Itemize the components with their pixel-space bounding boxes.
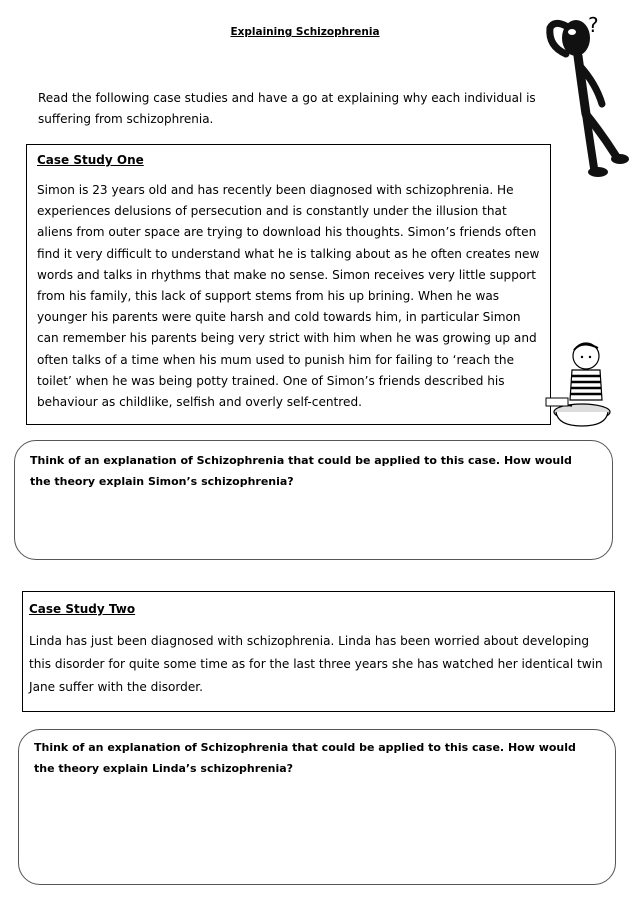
case-study-one-box [26, 144, 551, 425]
question-one-answer-box[interactable] [14, 440, 613, 560]
page-title: Explaining Schizophrenia [230, 26, 380, 38]
question-mark: ? [588, 13, 599, 37]
intro-text: Read the following case studies and have a go at explaining why each individual is suffering from schizophrenia. [38, 91, 536, 126]
case-study-two-text: Linda has just been diagnosed with schizophrenia. Linda has been worried about developing this disorder for quite some time as for the last three years she has watched her identical twin Jane suffer with the disorder. [29, 634, 603, 694]
child-on-potty-illustration [542, 340, 622, 430]
case-study-two-box [22, 591, 615, 712]
question-two-answer-box[interactable] [18, 729, 616, 885]
question-two-text: Think of an explanation of Schizophrenia that could be applied to this case. How would the theory explain Linda’s schizophrenia? [34, 741, 576, 775]
case-study-two-heading: Case Study Two [29, 602, 136, 616]
case-study-one-heading: Case Study One [37, 153, 144, 167]
thinking-figure-illustration [536, 6, 636, 196]
case-study-one-text: Simon is 23 years old and has recently been diagnosed with schizophrenia. He experiences delusions of persecution and is constantly under the illusion that aliens from outer space are trying to download his thoughts. Simon’s friends often find it very difficult to understand what he is talking about as he often creates new words and talks in rhythms that make no sense. Simon receives very little support from his family, this lack of support stems from his up brining. When he was younger his parents were quite harsh and cold towards him, in particular Simon can remember his parents being very strict with him when he was growing up and often talks of a time when his mum used to punish him for failing to ‘reach the toilet’ when he was being potty trained. One of Simon’s friends described his behaviour as childlike, selfish and overly self-centred. [37, 183, 540, 410]
question-one-text: Think of an explanation of Schizophrenia that could be applied to this case. How would the theory explain Simon’s schizophrenia? [30, 454, 572, 488]
